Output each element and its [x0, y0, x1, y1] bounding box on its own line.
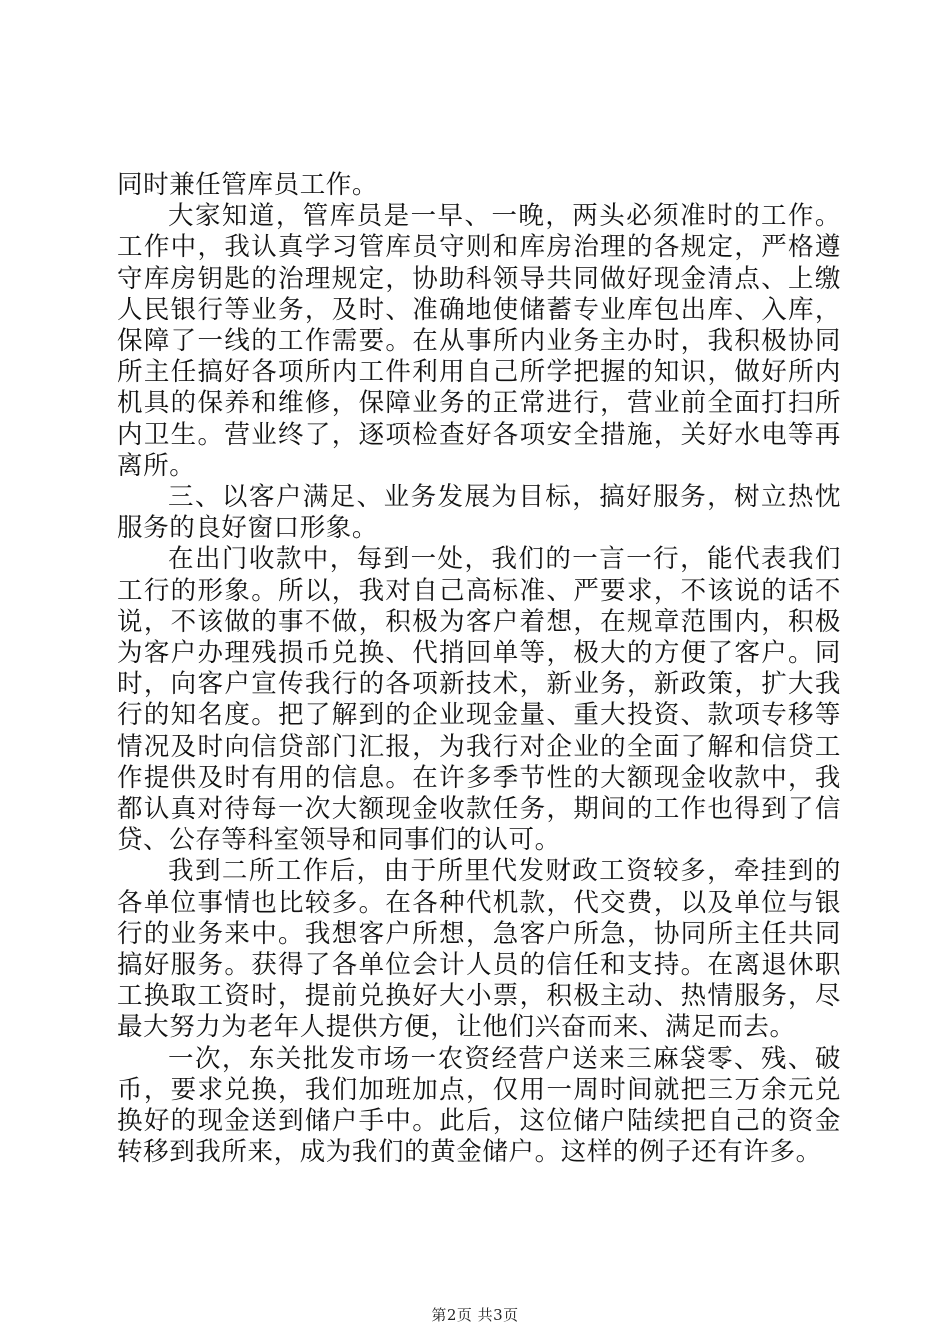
- page-number-footer: 第2页 共3页: [431, 1306, 519, 1324]
- paragraph-example-exchange: 一次，东关批发市场一农资经营户送来三麻袋零、残、破币，要求兑换，我们加班加点，仅用一周时间就把三万余元兑换好的现金送到储户手中。此后，这位储户陆续把自己的资金转移到我所来，成为我们的黄金储户。这样的例子还有许多。: [117, 1043, 841, 1168]
- paragraph-continuation: 同时兼任管库员工作。: [117, 170, 379, 200]
- paragraph-section-three-heading: 三、以客户满足、业务发展为目标，搞好服务，树立热忱服务的良好窗口形象。: [117, 482, 841, 544]
- document-body: [117, 170, 841, 1169]
- paragraph-cash-collection: 在出门收款中，每到一处，我们的一言一行，能代表我们工行的形象。所以，我对自己高标准、严要求，不该说的话不说，不该做的事不做，积极为客户着想，在规章范围内，积极为客户办理残损币兑换、代捎回单等，极大的方便了客户。同时，向客户宣传我行的各项新技术，新业务，新政策，扩大我行的知名度。把了解到的企业现金量、重大投资、款项专移等情况及时向信贷部门汇报，为我行对企业的全面了解和信贷工作提供及时有用的信息。在许多季节性的大额现金收款中，我都认真对待每一次大额现金收款任务，期间的工作也得到了信贷、公存等科室领导和同事们的认可。: [117, 544, 841, 856]
- paragraph-second-office: 我到二所工作后，由于所里代发财政工资较多，牵挂到的各单位事情也比较多。在各种代机款，代交费，以及单位与银行的业务来中。我想客户所想，急客户所急，协同所主任共同搞好服务。获得了各单位会计人员的信任和支持。在离退休职工换取工资时，提前兑换好大小票，积极主动、热情服务，尽最大努力为老年人提供方便，让他们兴奋而来、满足而去。: [117, 856, 841, 1043]
- paragraph-storekeeper-duties: 大家知道，管库员是一早、一晚，两头必须准时的工作。工作中，我认真学习管库员守则和库房治理的各规定，严格遵守库房钥匙的治理规定，协助科领导共同做好现金清点、上缴人民银行等业务，及时、准确地使储蓄专业库包出库、入库，保障了一线的工作需要。在从事所内业务主办时，我积极协同所主任搞好各项所内工件利用自己所学把握的知识，做好所内机具的保养和维修，保障业务的正常进行，营业前全面打扫所内卫生。营业终了，逐项检查好各项安全措施，关好水电等再离所。: [117, 201, 841, 481]
